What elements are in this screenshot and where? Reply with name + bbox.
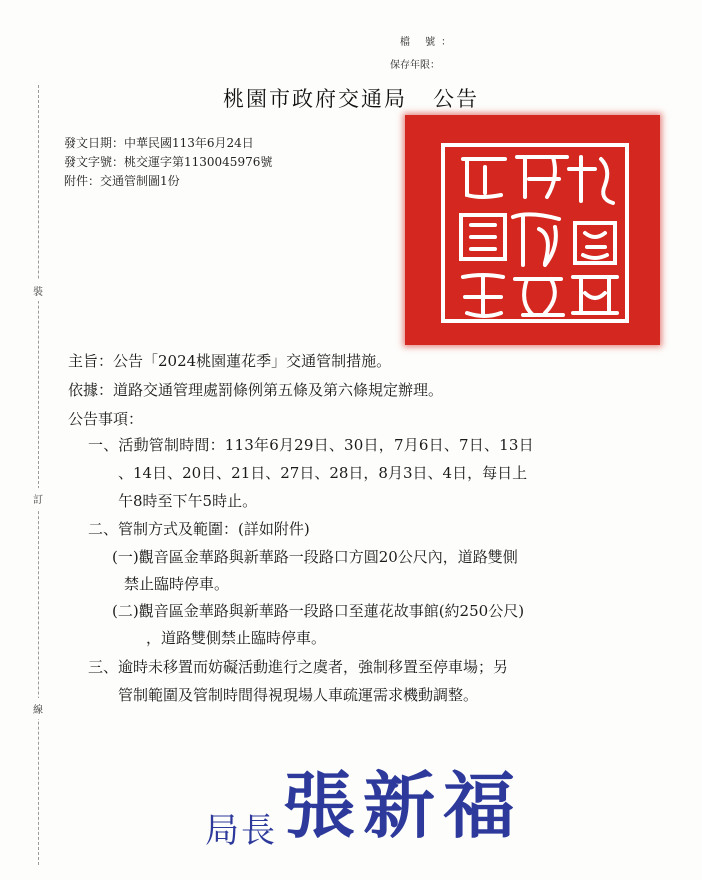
item2-sub2-line1: (二)觀音區金華路與新華路一段路口至蓮花故事館(約250公尺) (112, 602, 525, 620)
item1-line3: 午8時至下午5時止。 (118, 492, 258, 510)
subject-line: 主旨：公告「2024桃園蓮花季」交通管制措施。 (68, 352, 392, 370)
item2-heading: 二、管制方式及範圍：(詳如附件) (88, 520, 310, 538)
retention-period-label: 保存年限： (390, 60, 440, 71)
item3-line2: 管制範圍及管制時間得視現場人車疏運需求機動調整。 (118, 686, 479, 704)
item2-sub2-line2: ，道路雙側禁止臨時停車。 (146, 629, 327, 647)
item2-sub1-line1: (一)觀音區金華路與新華路一段路口方圓20公尺內，道路雙側 (112, 548, 518, 566)
item1-line2: 、14日、20日、21日、27日、28日，8月3日、4日，每日上 (118, 464, 528, 482)
items-heading: 公告事項： (68, 410, 144, 428)
issue-date: 發文日期：中華民國113年6月24日 (64, 136, 254, 150)
item3-line1: 三、逾時未移置而妨礙活動進行之虞者，強制移置至停車場；另 (88, 658, 509, 676)
signature-title: 局長 (205, 811, 277, 851)
director-signature (205, 748, 523, 852)
document-type: 公告 (433, 87, 479, 111)
binding-mark-ding: 訂 (29, 488, 47, 509)
binding-guide-line (38, 85, 39, 865)
item2-sub1-line2: 禁止臨時停車。 (124, 575, 230, 593)
file-number-label: 檔 號： (400, 37, 458, 48)
agency-name: 桃園市政府交通局 (223, 87, 407, 111)
basis-line: 依據：道路交通管理處罰條例第五條及第六條規定辦理。 (68, 381, 444, 399)
reference-number: 發文字號：桃交運字第1130045976號 (64, 155, 273, 169)
item1-line1: 一、活動管制時間：113年6月29日、30日，7月6日、7日、13日 (88, 436, 534, 454)
binding-mark-zhuang: 裝 (29, 280, 47, 301)
attachment-info: 附件：交通管制圖1份 (64, 174, 180, 188)
seal-graphic (405, 115, 660, 345)
official-seal (405, 115, 660, 345)
binding-mark-xian: 線 (29, 698, 47, 719)
document-title (0, 83, 702, 113)
signature-name: 張新福 (283, 763, 524, 848)
